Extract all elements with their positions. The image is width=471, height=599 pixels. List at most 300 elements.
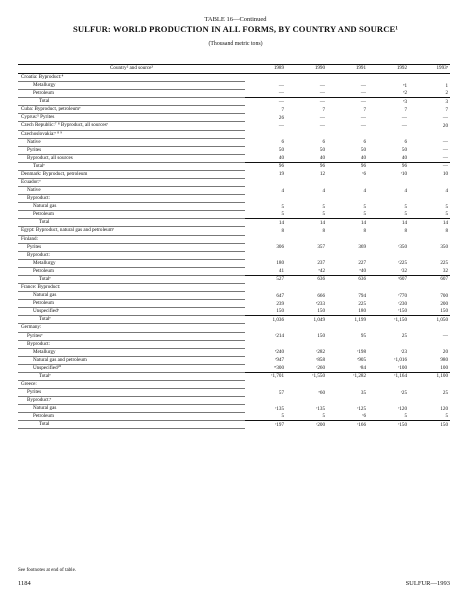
- row-label: Unspecifiedᵉ: [18, 308, 245, 316]
- cell-1993: 3: [409, 98, 450, 106]
- cell-1992: 40: [401, 154, 407, 161]
- table-row: [18, 138, 450, 146]
- cell-1991: [327, 251, 368, 259]
- cell-1990: [286, 74, 327, 82]
- cell-1992: [368, 235, 409, 243]
- row-label: Natural gas: [18, 292, 245, 300]
- production-table: [18, 64, 450, 429]
- table-row: [18, 170, 450, 178]
- cell-1991: 5: [363, 211, 366, 218]
- cell-1989: 306: [276, 244, 284, 251]
- row-label: Byproduct:ᵉ: [18, 397, 245, 405]
- cell-1992: ʳ23: [400, 349, 407, 356]
- cell-1991: 7: [363, 106, 366, 113]
- cell-1990: ᵉ233: [316, 300, 325, 307]
- cell-1993: 8: [445, 227, 448, 234]
- cell-1991: 1,199: [327, 316, 368, 324]
- cell-1993: 10: [442, 171, 448, 178]
- cell-1991: ʳ198: [357, 349, 366, 356]
- table-row: [18, 421, 450, 429]
- cell-1991: 227: [358, 260, 366, 267]
- row-label: Czech Republic:⁷ ⁸ Byproduct, all sourcesᵉ: [18, 122, 245, 130]
- table-row: [18, 154, 450, 162]
- cell-1989: —: [245, 98, 286, 106]
- cell-1993: [409, 340, 450, 348]
- cell-1990: ʳ1,550: [286, 372, 327, 380]
- table-caption: TABLE 16—Continued: [204, 16, 267, 23]
- row-label: Metallurgy: [18, 82, 245, 90]
- row-label: Petroleum: [18, 300, 245, 308]
- row-label: Byproduct:: [18, 195, 245, 203]
- cell-1992: 5: [404, 203, 407, 210]
- table-row: [18, 130, 450, 138]
- cell-1990: [286, 340, 327, 348]
- cell-1991: [327, 340, 368, 348]
- cell-1989: —: [278, 122, 284, 129]
- cell-1991: [327, 324, 368, 332]
- cell-1990: 12: [319, 171, 325, 178]
- cell-1993: 5: [445, 203, 448, 210]
- table-row: [18, 275, 450, 283]
- column-header-1992: 1992: [368, 65, 409, 74]
- table-row: [18, 292, 450, 300]
- row-label: Metallurgy: [18, 348, 245, 356]
- cell-1993: 607: [409, 275, 450, 283]
- table-row: [18, 162, 450, 170]
- cell-1990: 14: [286, 219, 327, 227]
- row-label: Totalᵉ: [18, 316, 245, 324]
- row-label: Native: [18, 187, 245, 195]
- cell-1991: ʳ6: [362, 413, 366, 420]
- row-label: Czechoslovakia:ᵉ ⁸ ⁹: [18, 130, 245, 138]
- cell-1989: [245, 380, 286, 388]
- cell-1990: [286, 397, 327, 405]
- cell-1993: [409, 74, 450, 82]
- cell-1989: 19: [278, 171, 284, 178]
- cell-1990: —: [319, 114, 325, 121]
- table-row: [18, 98, 450, 106]
- cell-1993: 32: [442, 267, 448, 274]
- cell-1993: [409, 130, 450, 138]
- cell-1989: 527: [245, 275, 286, 283]
- cell-1991: [327, 195, 368, 203]
- cell-1992: [368, 380, 409, 388]
- cell-1989: 96: [245, 162, 286, 170]
- cell-1991: —: [360, 114, 366, 121]
- cell-1992: ʳ120: [398, 405, 407, 412]
- table-row: [18, 284, 450, 292]
- cell-1991: 225: [358, 300, 366, 307]
- cell-1993: —: [442, 333, 448, 339]
- cell-1989: [245, 324, 286, 332]
- cell-1990: —: [286, 98, 327, 106]
- row-label: Germany:: [18, 324, 245, 332]
- cell-1993: —: [442, 139, 448, 146]
- cell-1993: —: [442, 147, 448, 154]
- cell-1989: [245, 340, 286, 348]
- column-header-1989: 1989: [245, 65, 286, 74]
- table-row: [18, 405, 450, 413]
- cell-1992: —: [401, 114, 407, 121]
- cell-1989: [245, 179, 286, 187]
- column-header-row: [18, 65, 450, 74]
- table-row: [18, 316, 450, 324]
- cell-1993: 1: [445, 82, 448, 89]
- cell-1990: [286, 324, 327, 332]
- cell-1991: ʳ905: [357, 357, 366, 364]
- cell-1991: ʳ125: [357, 405, 366, 412]
- cell-1989: —: [278, 82, 284, 89]
- cell-1991: ʳ166: [327, 421, 368, 429]
- cell-1990: 4: [322, 187, 325, 194]
- table-row: [18, 389, 450, 397]
- cell-1990: 7: [322, 106, 325, 113]
- cell-1991: 6: [363, 139, 366, 146]
- cell-1993: 25: [442, 389, 448, 396]
- cell-1993: 5: [445, 211, 448, 218]
- table-row: [18, 372, 450, 380]
- cell-1990: [286, 179, 327, 187]
- cell-1989: 14: [245, 219, 286, 227]
- row-label: Pyritesᵉ: [18, 332, 245, 340]
- cell-1993: [409, 397, 450, 405]
- cell-1992: ʳ10: [400, 171, 407, 178]
- cell-1991: 95: [360, 333, 366, 339]
- table-row: [18, 195, 450, 203]
- cell-1990: [286, 235, 327, 243]
- row-label: Greece:: [18, 380, 245, 388]
- row-label: Denmark: Byproduct, petroleum: [18, 170, 245, 178]
- cell-1990: 50: [319, 147, 325, 154]
- column-header-1990: 1990: [286, 65, 327, 74]
- cell-1991: 369: [358, 244, 366, 251]
- cell-1990: 636: [286, 275, 327, 283]
- table-row: [18, 267, 450, 275]
- cell-1990: 5: [322, 413, 325, 420]
- cell-1989: 41: [278, 267, 284, 274]
- table-row: [18, 219, 450, 227]
- cell-1992: [368, 251, 409, 259]
- cell-1992: ʳ230: [398, 300, 407, 307]
- cell-1990: 5: [322, 203, 325, 210]
- column-header-1991: 1991: [327, 65, 368, 74]
- cell-1993: [409, 235, 450, 243]
- cell-1989: [245, 251, 286, 259]
- cell-1993: 200: [440, 300, 448, 307]
- cell-1990: 150: [317, 333, 325, 339]
- cell-1991: [327, 284, 368, 292]
- cell-1989: 57: [278, 389, 284, 396]
- table-row: [18, 122, 450, 130]
- cell-1990: [286, 284, 327, 292]
- table-row: [18, 82, 450, 90]
- cell-1993: 980: [440, 357, 448, 364]
- row-label: Totalᵉ: [18, 372, 245, 380]
- cell-1989: 1,036: [245, 316, 286, 324]
- cell-1990: 5: [322, 211, 325, 218]
- cell-1993: 4: [445, 187, 448, 194]
- table-row: [18, 211, 450, 219]
- cell-1992: ʳ225: [398, 260, 407, 267]
- cell-1989: 180: [276, 260, 284, 267]
- cell-1992: ʳ1,016: [394, 357, 407, 364]
- cell-1992: [368, 130, 409, 138]
- table-row: [18, 300, 450, 308]
- cell-1992: 5: [404, 211, 407, 218]
- table-row: [18, 187, 450, 195]
- cell-1989: [245, 235, 286, 243]
- row-label: Byproduct, all sources: [18, 154, 245, 162]
- row-label: Petroleum: [18, 413, 245, 421]
- cell-1992: [368, 74, 409, 82]
- cell-1989: 40: [278, 154, 284, 161]
- cell-1992: ᵉ1: [403, 82, 407, 89]
- cell-1989: ᵉ240: [275, 349, 284, 356]
- cell-1992: [368, 324, 409, 332]
- cell-1990: —: [319, 90, 325, 97]
- cell-1993: 7: [445, 106, 448, 113]
- table-row: [18, 364, 450, 372]
- row-label: Totalᵉ: [18, 275, 245, 283]
- row-label: Petroleum: [18, 211, 245, 219]
- cell-1992: —: [401, 122, 407, 129]
- cell-1990: ʳ135: [316, 405, 325, 412]
- row-label: Byproduct:: [18, 251, 245, 259]
- cell-1992: 5: [404, 413, 407, 420]
- cell-1990: 666: [317, 292, 325, 299]
- cell-1989: ʳᵉ300: [273, 364, 284, 371]
- cell-1989: 5: [281, 413, 284, 420]
- cell-1991: —: [360, 82, 366, 89]
- table-row: [18, 251, 450, 259]
- row-label: Finland:: [18, 235, 245, 243]
- cell-1991: 14: [327, 219, 368, 227]
- cell-1991: [327, 380, 368, 388]
- table-row: [18, 324, 450, 332]
- row-label: Byproduct:: [18, 340, 245, 348]
- cell-1993: 1,050: [409, 316, 450, 324]
- cell-1992: 25: [401, 333, 407, 339]
- column-header-1993: 1993ᵉ: [409, 65, 450, 74]
- cell-1990: ʳ858: [316, 357, 325, 364]
- row-label: France: Byproduct:: [18, 284, 245, 292]
- cell-1993: [409, 380, 450, 388]
- cell-1993: 14: [409, 219, 450, 227]
- row-label: Egypt: Byproduct, natural gas and petroleumᵉ: [18, 227, 245, 235]
- cell-1990: 96: [286, 162, 327, 170]
- cell-1993: 150: [440, 308, 448, 315]
- cell-1992: ʳ25: [400, 389, 407, 396]
- cell-1989: 4: [281, 187, 284, 194]
- cell-1990: [286, 130, 327, 138]
- cell-1992: [368, 397, 409, 405]
- cell-1989: 50: [278, 147, 284, 154]
- cell-1989: [245, 284, 286, 292]
- table-row: [18, 227, 450, 235]
- cell-1992: [368, 340, 409, 348]
- cell-1993: [409, 179, 450, 187]
- cell-1991: [327, 130, 368, 138]
- cell-1993: —: [442, 114, 448, 121]
- cell-1992: ʳ350: [398, 244, 407, 251]
- cell-1991: —: [327, 98, 368, 106]
- cell-1992: ʳ100: [398, 364, 407, 371]
- cell-1990: 237: [317, 260, 325, 267]
- units-note: (Thousand metric tons): [208, 41, 263, 47]
- row-label: Pyrites: [18, 146, 245, 154]
- cell-1992: ʳ32: [400, 267, 407, 274]
- row-label: Natural gas and petroleum: [18, 356, 245, 364]
- row-label: Cuba: Byproduct, petroleumᵉ: [18, 106, 245, 114]
- row-label: Pyrites: [18, 389, 245, 397]
- cell-1993: —: [442, 154, 448, 161]
- cell-1993: 150: [409, 421, 450, 429]
- row-label: Total: [18, 421, 245, 429]
- row-label: Petroleum: [18, 267, 245, 275]
- cell-1991: [327, 179, 368, 187]
- table-body: [18, 74, 450, 429]
- cell-1989: 150: [276, 308, 284, 315]
- cell-1993: 700: [440, 292, 448, 299]
- cell-1989: 7: [281, 106, 284, 113]
- cell-1989: ʳ135: [275, 405, 284, 412]
- cell-1993: 350: [440, 244, 448, 251]
- cell-1992: [368, 179, 409, 187]
- cell-1991: [327, 397, 368, 405]
- footnote-note: See footnotes at end of table.: [18, 568, 77, 573]
- cell-1991: ᵉ40: [359, 267, 366, 274]
- cell-1991: 636: [327, 275, 368, 283]
- page-number: 1184: [18, 580, 31, 587]
- cell-1990: ʳ260: [316, 364, 325, 371]
- cell-1991: ʳ6: [362, 171, 366, 178]
- cell-1992: ᵉ3: [368, 98, 409, 106]
- cell-1989: ʳ947: [275, 357, 284, 364]
- cell-1991: ʳ1,282: [327, 372, 368, 380]
- cell-1992: 14: [368, 219, 409, 227]
- cell-1992: 50: [401, 147, 407, 154]
- cell-1992: ʳ607: [368, 275, 409, 283]
- cell-1989: [245, 130, 286, 138]
- table-row: [18, 179, 450, 187]
- table-row: [18, 114, 450, 122]
- cell-1991: 5: [363, 203, 366, 210]
- cell-1991: 4: [363, 187, 366, 194]
- cell-1990: ʳ200: [286, 421, 327, 429]
- cell-1993: 2: [445, 90, 448, 97]
- row-label: Totalᵉ: [18, 162, 245, 170]
- row-label: Cyprus:⁵ Pyrites: [18, 114, 245, 122]
- cell-1993: [409, 251, 450, 259]
- table-header: [0, 16, 471, 48]
- table-row: [18, 308, 450, 316]
- cell-1991: 180: [358, 308, 366, 315]
- cell-1989: ʳ214: [275, 333, 284, 339]
- cell-1989: 239: [276, 300, 284, 307]
- row-label: Natural gas: [18, 203, 245, 211]
- cell-1993: —: [409, 162, 450, 170]
- cell-1990: ᵉ42: [318, 267, 325, 274]
- cell-1989: ʳ1,701: [245, 372, 286, 380]
- cell-1993: 1,100: [409, 372, 450, 380]
- cell-1989: 8: [281, 227, 284, 234]
- cell-1992: [368, 195, 409, 203]
- row-label: Unspecified¹⁰: [18, 364, 245, 372]
- table-row: [18, 397, 450, 405]
- cell-1993: [409, 284, 450, 292]
- row-label: Total: [18, 98, 245, 106]
- cell-1991: 96: [327, 162, 368, 170]
- row-label: Total: [18, 219, 245, 227]
- row-label: Petroleum: [18, 90, 245, 98]
- cell-1992: ʳ770: [398, 292, 407, 299]
- cell-1990: [286, 251, 327, 259]
- table-row: [18, 106, 450, 114]
- cell-1992: ʳ150: [398, 308, 407, 315]
- row-label: Native: [18, 138, 245, 146]
- cell-1989: [245, 74, 286, 82]
- table-row: [18, 203, 450, 211]
- cell-1992: [368, 284, 409, 292]
- column-header-country: Country² and source³: [18, 65, 245, 74]
- cell-1990: —: [319, 122, 325, 129]
- table-row: [18, 356, 450, 364]
- cell-1990: ʳ282: [316, 349, 325, 356]
- cell-1991: 8: [363, 227, 366, 234]
- table-row: [18, 340, 450, 348]
- table-row: [18, 380, 450, 388]
- cell-1992: 7: [404, 106, 407, 113]
- cell-1990: ᵉ60: [318, 389, 325, 396]
- cell-1993: 20: [442, 349, 448, 356]
- cell-1991: —: [360, 122, 366, 129]
- cell-1993: 5: [445, 413, 448, 420]
- cell-1989: 647: [276, 292, 284, 299]
- cell-1991: —: [360, 90, 366, 97]
- table-row: [18, 243, 450, 251]
- cell-1989: 6: [281, 139, 284, 146]
- cell-1991: [327, 74, 368, 82]
- cell-1991: 794: [358, 292, 366, 299]
- cell-1989: 26: [278, 114, 284, 121]
- cell-1992: 4: [404, 187, 407, 194]
- cell-1992: 8: [404, 227, 407, 234]
- cell-1991: 40: [360, 154, 366, 161]
- table-row: [18, 146, 450, 154]
- cell-1992: ʳ1,150: [368, 316, 409, 324]
- cell-1991: 35: [360, 389, 366, 396]
- cell-1990: —: [319, 82, 325, 89]
- cell-1990: 1,049: [286, 316, 327, 324]
- running-head: SULFUR—1993: [405, 580, 450, 587]
- cell-1990: 6: [322, 139, 325, 146]
- cell-1991: [327, 235, 368, 243]
- cell-1993: 120: [440, 405, 448, 412]
- cell-1990: 8: [322, 227, 325, 234]
- table-row: [18, 74, 450, 82]
- row-label: Croatia: Byproduct:⁴: [18, 74, 245, 82]
- cell-1993: 100: [440, 364, 448, 371]
- cell-1989: 5: [281, 211, 284, 218]
- cell-1990: 40: [319, 154, 325, 161]
- cell-1992: 96: [368, 162, 409, 170]
- table-row: [18, 348, 450, 356]
- cell-1992: 6: [404, 139, 407, 146]
- row-label: Pyrites: [18, 243, 245, 251]
- cell-1990: [286, 195, 327, 203]
- cell-1989: 5: [281, 203, 284, 210]
- cell-1992: ʳ1,164: [368, 372, 409, 380]
